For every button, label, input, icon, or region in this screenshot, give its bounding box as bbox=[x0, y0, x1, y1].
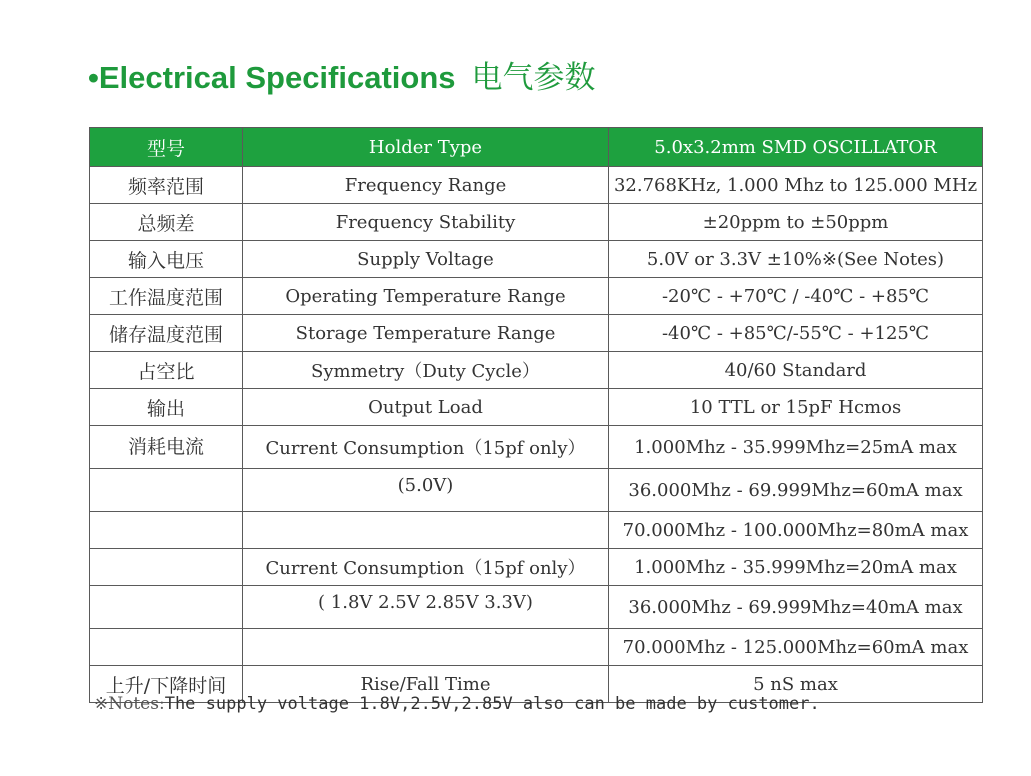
row-value: 32.768KHz, 1.000 Mhz to 125.000 MHz bbox=[609, 167, 983, 204]
table-row bbox=[90, 586, 983, 629]
table-row bbox=[90, 549, 983, 586]
row-label-en bbox=[243, 512, 609, 549]
row-label-cn bbox=[90, 629, 243, 666]
spec-table bbox=[89, 127, 983, 703]
row-label-cn: 频率范围 bbox=[90, 167, 243, 204]
table-row bbox=[90, 241, 983, 278]
row-label-en: Frequency Stability bbox=[243, 204, 609, 241]
row-value: 1.000Mhz - 35.999Mhz=25mA max bbox=[609, 426, 983, 469]
row-label-cn: 上升/下降时间 bbox=[90, 666, 243, 703]
row-label-en: Supply Voltage bbox=[243, 241, 609, 278]
row-label-cn bbox=[90, 469, 243, 512]
row-label-en: Operating Temperature Range bbox=[243, 278, 609, 315]
header-model: 型号 bbox=[90, 128, 243, 167]
row-label-cn: 总频差 bbox=[90, 204, 243, 241]
row-label-en: Symmetry（Duty Cycle） bbox=[243, 352, 609, 389]
row-label-cn: 消耗电流 bbox=[90, 426, 243, 469]
table-row bbox=[90, 315, 983, 352]
table-row bbox=[90, 204, 983, 241]
table-row bbox=[90, 167, 983, 204]
row-label-en: Output Load bbox=[243, 389, 609, 426]
row-value: -20℃ - +70℃ / -40℃ - +85℃ bbox=[609, 278, 983, 315]
row-label-cn: 输入电压 bbox=[90, 241, 243, 278]
header-holder-type: Holder Type bbox=[243, 128, 609, 167]
notes-label: ※Notes: bbox=[94, 694, 165, 714]
table-row bbox=[90, 629, 983, 666]
row-label-cn bbox=[90, 549, 243, 586]
notes-text: The supply voltage 1.8V,2.5V,2.85V also can be made by customer. bbox=[164, 694, 820, 714]
row-label-en bbox=[243, 629, 609, 666]
row-value: 36.000Mhz - 69.999Mhz=60mA max bbox=[609, 469, 983, 512]
row-value: 5.0V or 3.3V ±10%※(See Notes) bbox=[609, 241, 983, 278]
row-label-cn: 输出 bbox=[90, 389, 243, 426]
header-oscillator: 5.0x3.2mm SMD OSCILLATOR bbox=[609, 128, 983, 167]
row-label-cn bbox=[90, 512, 243, 549]
row-label-en: ( 1.8V 2.5V 2.85V 3.3V) bbox=[243, 586, 609, 629]
row-label-en: Current Consumption（15pf only） bbox=[243, 549, 609, 586]
row-value: 10 TTL or 15pF Hcmos bbox=[609, 389, 983, 426]
page-title bbox=[88, 52, 596, 97]
row-value: 40/60 Standard bbox=[609, 352, 983, 389]
table-row bbox=[90, 469, 983, 512]
table-row bbox=[90, 278, 983, 315]
row-label-en: (5.0V) bbox=[243, 469, 609, 512]
row-value: ±20ppm to ±50ppm bbox=[609, 204, 983, 241]
row-value: 1.000Mhz - 35.999Mhz=20mA max bbox=[609, 549, 983, 586]
title-chinese: 电气参数 bbox=[471, 60, 596, 96]
row-value: 70.000Mhz - 100.000Mhz=80mA max bbox=[609, 512, 983, 549]
table-row bbox=[90, 426, 983, 469]
row-value: 5 nS max bbox=[609, 666, 983, 703]
table-row bbox=[90, 512, 983, 549]
title-english: Electrical Specifications bbox=[98, 60, 456, 95]
row-value: 70.000Mhz - 125.000Mhz=60mA max bbox=[609, 629, 983, 666]
row-label-en: Rise/Fall Time bbox=[243, 666, 609, 703]
row-label-cn: 占空比 bbox=[90, 352, 243, 389]
row-label-cn bbox=[90, 586, 243, 629]
row-value: -40℃ - +85℃/-55℃ - +125℃ bbox=[609, 315, 983, 352]
row-label-en: Storage Temperature Range bbox=[243, 315, 609, 352]
notes bbox=[94, 694, 820, 714]
row-label-cn: 储存温度范围 bbox=[90, 315, 243, 352]
row-value: 36.000Mhz - 69.999Mhz=40mA max bbox=[609, 586, 983, 629]
table-row bbox=[90, 389, 983, 426]
row-label-en: Frequency Range bbox=[243, 167, 609, 204]
title-bullet: • bbox=[88, 60, 99, 95]
table-header-row bbox=[90, 128, 983, 167]
table-row bbox=[90, 352, 983, 389]
row-label-cn: 工作温度范围 bbox=[90, 278, 243, 315]
row-label-en: Current Consumption（15pf only） bbox=[243, 426, 609, 469]
